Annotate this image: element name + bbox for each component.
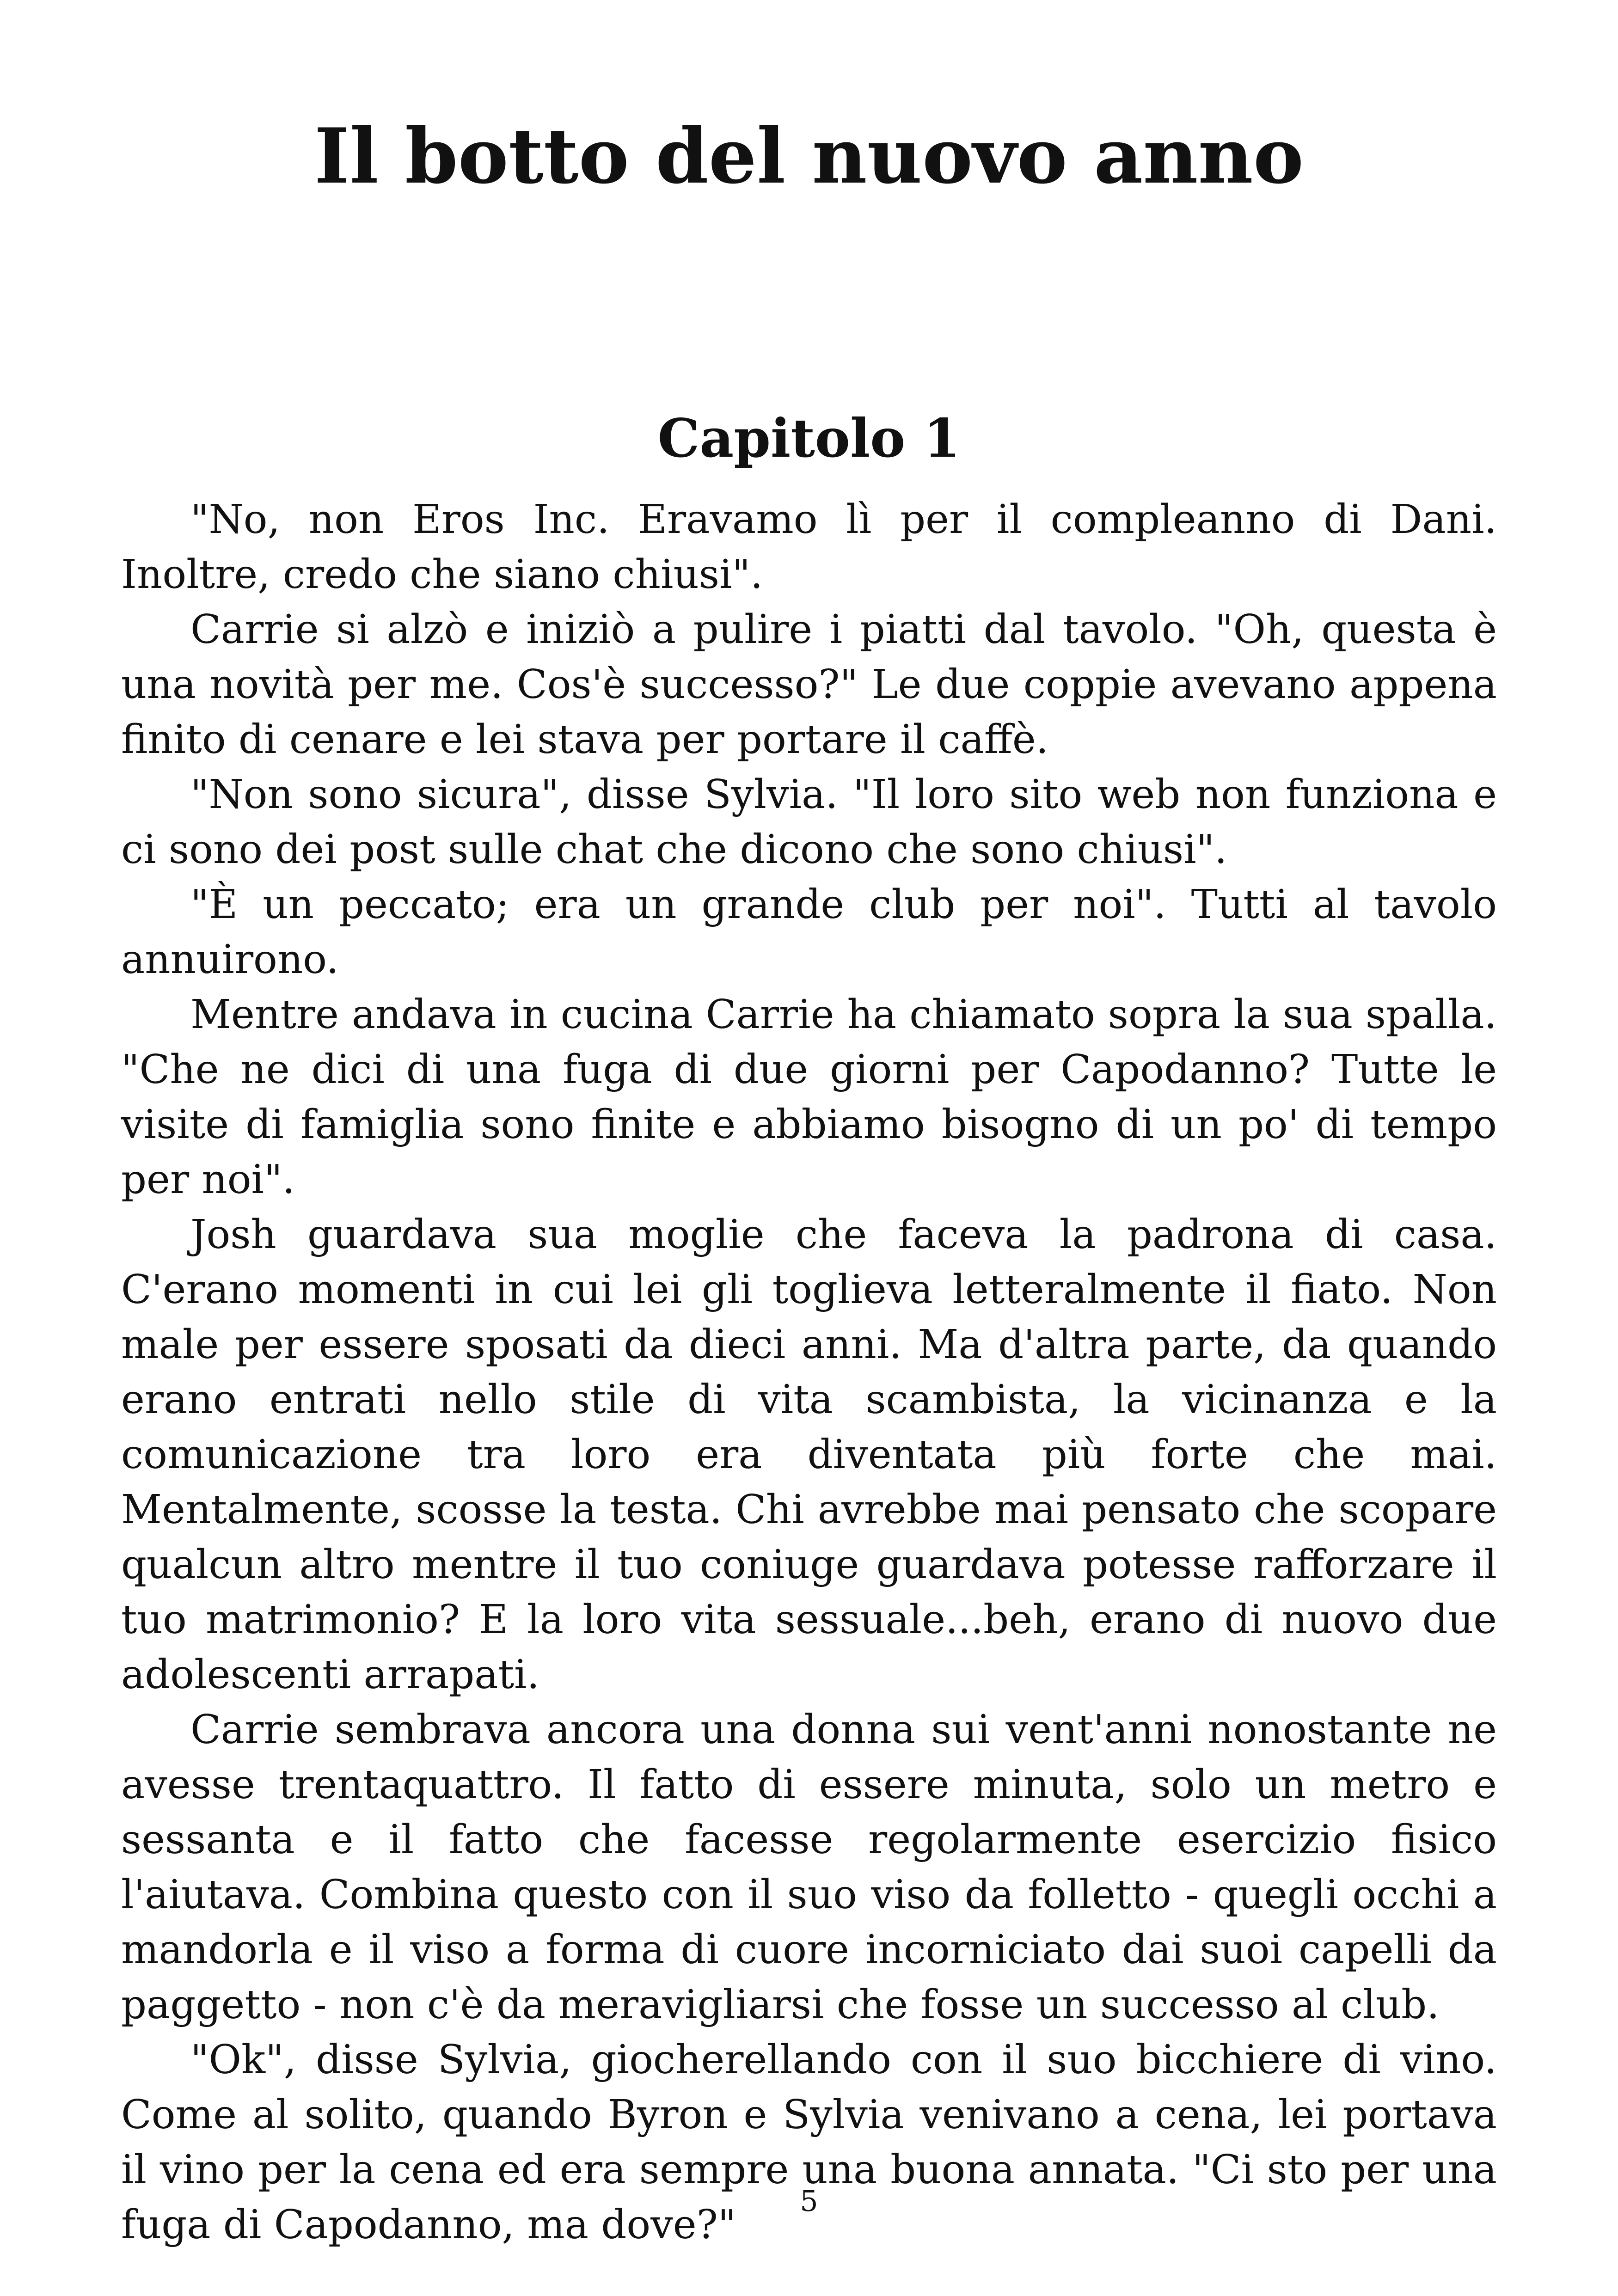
paragraph: "È un peccato; era un grande club per noi". Tutti al tavolo annuirono. bbox=[121, 882, 1497, 983]
paragraph: Mentre andava in cucina Carrie ha chiamato sopra la sua spalla. "Che ne dici di una fuga di due giorni per Capodanno? Tutte le visite di famiglia sono finite e abbiamo bisogno di un po' di tempo per noi". bbox=[121, 992, 1497, 1203]
paragraph: "Non sono sicura", disse Sylvia. "Il loro sito web non funziona e ci sono dei post sulle chat che dicono che sono chiusi". bbox=[121, 771, 1497, 873]
book-title: Il botto del nuovo anno bbox=[314, 111, 1304, 201]
paragraph: "No, non Eros Inc. Eravamo lì per il compleanno di Dani. Inoltre, credo che siano chiusi". bbox=[121, 496, 1497, 598]
chapter-title: Capitolo 1 bbox=[657, 407, 961, 469]
paragraph: Carrie si alzò e iniziò a pulire i piatti dal tavolo. "Oh, questa è una novità per me. Cos'è successo?" Le due coppie avevano appena finito di cenare e lei stava per portare il caffè. bbox=[121, 606, 1497, 763]
paragraph: Josh guardava sua moglie che faceva la padrona di casa. C'erano momenti in cui lei gli toglieva letteralmente il fiato. Non male per essere sposati da dieci anni. Ma d'altra parte, da quando erano entrati nello stile di vita scambista, la vicinanza e la comunicazione tra loro era diventata più forte che mai. Mentalmente, scosse la testa. Chi avrebbe mai pensato che scopare qualcun altro mentre il tuo coniuge guardava potesse rafforzare il tuo matrimonio? E la loro vita sessuale...beh, erano di nuovo due adolescenti arrapati. bbox=[121, 1212, 1497, 1698]
chapter-body bbox=[121, 492, 1497, 2253]
paragraph: "Ok", disse Sylvia, giocherellando con il suo bicchiere di vino. Come al solito, quando Byron e Sylvia venivano a cena, lei portava il vino per la cena ed era sempre una buona annata. "Ci sto per una fuga di Capodanno, ma dove?" bbox=[121, 2037, 1497, 2248]
paragraph: Carrie sembrava ancora una donna sui vent'anni nonostante ne avesse trentaquattro. Il fatto di essere minuta, solo un metro e sessanta e il fatto che facesse regolarmente esercizio fisico l'aiutava. Combina questo con il suo viso da folletto - quegli occhi a mandorla e il viso a forma di cuore incorniciato dai suoi capelli da paggetto - non c'è da meravigliarsi che fosse un successo al club. bbox=[121, 1707, 1497, 2028]
page-number: 5 bbox=[800, 2184, 818, 2218]
